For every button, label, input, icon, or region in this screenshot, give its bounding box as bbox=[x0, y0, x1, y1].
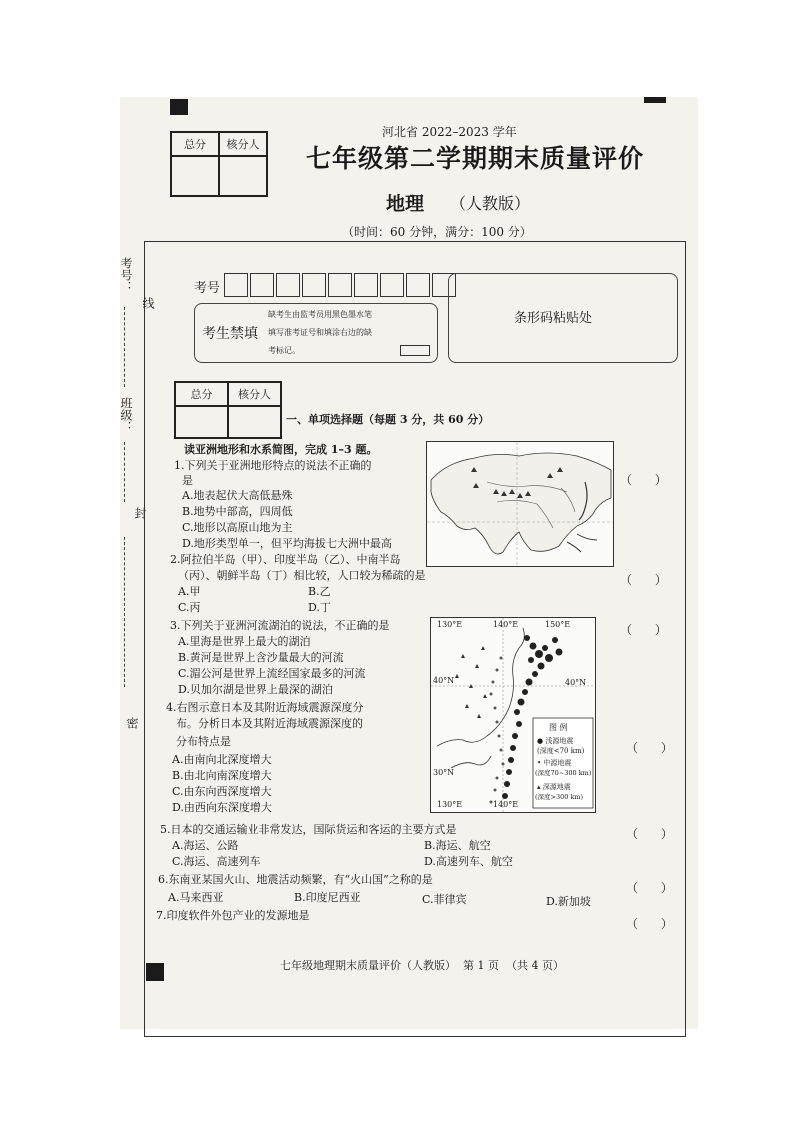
score-table-top bbox=[170, 131, 268, 197]
q3-answer-blank[interactable]: （ ） bbox=[620, 623, 667, 637]
japan-map-lat-40-right: 40°N bbox=[565, 678, 587, 687]
japan-map-lat-30: 30°N bbox=[433, 768, 455, 777]
q5-answer-blank[interactable]: （ ） bbox=[626, 827, 673, 841]
score-table-section-total-cell[interactable] bbox=[175, 406, 228, 438]
q4-stem-2: 布。分析日本及其附近海域震源深度的 bbox=[176, 717, 363, 730]
q3-option-b: B.黄河是世界上含沙量最大的河流 bbox=[178, 651, 344, 664]
score-table-section-checker-cell[interactable] bbox=[228, 406, 281, 438]
q5-option-d: D.高速列车、航空 bbox=[424, 855, 513, 868]
q2-stem-1: 2.阿拉伯半岛（甲）、印度半岛（乙）、中南半岛 bbox=[170, 553, 401, 566]
side-dashed-line-2 bbox=[124, 442, 125, 502]
q2-stem-2: （丙）、朝鲜半岛（丁）相比较，人口较为稀疏的是 bbox=[178, 569, 426, 582]
q4-option-b: B.由北向南深度增大 bbox=[172, 769, 272, 782]
barcode-label: 条形码粘贴处 bbox=[514, 311, 593, 326]
q4-stem-1: 4.右图示意日本及其附近海域震源深度分 bbox=[166, 701, 364, 714]
japan-earthquake-map bbox=[430, 617, 596, 813]
region-year: 河北省 2022–2023 学年 bbox=[382, 125, 517, 139]
absent-note-1: 缺考生由监考员用黑色墨水笔 bbox=[268, 310, 372, 319]
page-footer: 七年级地理期末质量评价（人教版） 第 1 页 （共 4 页） bbox=[280, 959, 564, 972]
page-title: 七年级第二学期期末质量评价 bbox=[306, 144, 645, 173]
side-label-feng: 封 bbox=[133, 507, 147, 519]
absent-label: 考生禁填 bbox=[202, 326, 258, 342]
q6-option-a: A.马来西亚 bbox=[168, 891, 224, 904]
side-label-ban: 班级： bbox=[119, 397, 133, 433]
q4-answer-blank[interactable]: （ ） bbox=[626, 741, 673, 755]
exam-number-boxes[interactable] bbox=[224, 273, 456, 297]
asia-terrain-map bbox=[426, 441, 614, 567]
legend-deep-1: ▴ 深源地震 bbox=[537, 783, 571, 791]
q2-option-a: A.甲 bbox=[178, 585, 201, 598]
legend-mid-2: (深度70~300 km) bbox=[535, 769, 592, 777]
japan-map-lon-130: 130°E bbox=[437, 620, 463, 629]
registration-mark-top-left bbox=[170, 99, 188, 115]
q1-answer-blank[interactable]: （ ） bbox=[620, 473, 667, 487]
q1-option-c: C.地形以高原山地为主 bbox=[182, 521, 293, 534]
legend-deep-2: (深度>300 km) bbox=[535, 793, 584, 801]
q1-option-a: A.地表起伏大高低悬殊 bbox=[182, 489, 293, 502]
japan-map-lon-150: 150°E bbox=[545, 620, 571, 629]
absent-mark-box[interactable] bbox=[400, 345, 430, 356]
q1-stem-1: 1.下列关于亚洲地形特点的说法不正确的 bbox=[174, 459, 372, 472]
side-dashed-line-3 bbox=[124, 537, 125, 687]
q6-option-d: D.新加坡 bbox=[546, 895, 591, 908]
q1-stem-2: 是 bbox=[182, 474, 193, 487]
q4-stem-3: 分布特点是 bbox=[176, 735, 231, 748]
q5-stem: 5.日本的交通运输业非常发达，国际货运和客运的主要方式是 bbox=[160, 823, 457, 836]
absent-note-2: 填写准考证号和填涂右边的缺 bbox=[268, 328, 372, 337]
exam-paper bbox=[120, 97, 698, 1029]
score-table-section bbox=[174, 381, 282, 439]
score-table-top-checker-cell[interactable] bbox=[219, 156, 267, 196]
score-table-top-total: 总分 bbox=[171, 132, 219, 156]
score-table-section-checker: 核分人 bbox=[228, 382, 281, 406]
q5-option-a: A.海运、公路 bbox=[172, 839, 239, 852]
score-table-top-checker: 核分人 bbox=[219, 132, 267, 156]
asia-map-drawing bbox=[427, 442, 613, 566]
legend-shallow-2: (深度<70 km) bbox=[537, 747, 585, 755]
japan-map-lon-130-bottom: 130°E bbox=[437, 800, 463, 809]
q2-option-b: B.乙 bbox=[308, 585, 331, 598]
q6-option-c: C.菲律宾 bbox=[422, 893, 467, 906]
q4-option-a: A.由南向北深度增大 bbox=[172, 753, 272, 766]
side-label-mi: 密 bbox=[125, 717, 139, 729]
side-dashed-line-1 bbox=[124, 307, 125, 387]
q5-option-b: B.海运、航空 bbox=[424, 839, 491, 852]
q4-option-c: C.由东向西深度增大 bbox=[172, 785, 272, 798]
registration-mark-top-right bbox=[644, 97, 666, 103]
japan-map-lon-140: 140°E bbox=[493, 620, 519, 629]
legend-title: 图 例 bbox=[549, 723, 568, 732]
q6-option-b: B.印度尼西亚 bbox=[294, 891, 361, 904]
intro-text: 读亚洲地形和水系简图，完成 1–3 题。 bbox=[184, 443, 378, 456]
q2-option-d: D.丁 bbox=[308, 601, 331, 614]
absent-note-3: 考标记。 bbox=[268, 346, 300, 355]
time-score: （时间：60 分钟，满分：100 分） bbox=[342, 225, 532, 239]
edition: （人教版） bbox=[450, 194, 531, 213]
side-label-kaohao: 考号： bbox=[119, 257, 133, 293]
exam-number-label: 考号 bbox=[194, 281, 221, 296]
subject: 地理 bbox=[386, 193, 425, 215]
q4-option-d: D.由西向东深度增大 bbox=[172, 801, 272, 814]
q3-stem: 3.下列关于亚洲河流湖泊的说法，不正确的是 bbox=[170, 619, 390, 632]
japan-map-lat-40-left: 40°N bbox=[433, 676, 455, 685]
q6-answer-blank[interactable]: （ ） bbox=[626, 881, 673, 895]
q7-answer-blank[interactable]: （ ） bbox=[626, 917, 673, 931]
q2-option-c: C.丙 bbox=[178, 601, 201, 614]
q3-option-d: D.贝加尔湖是世界上最深的湖泊 bbox=[178, 683, 333, 696]
q1-option-b: B.地势中部高，四周低 bbox=[182, 505, 293, 518]
side-label-xian: 线 bbox=[141, 297, 155, 309]
q6-stem: 6.东南亚某国火山、地震活动频繁，有“火山国”之称的是 bbox=[158, 873, 433, 886]
q5-option-c: C.海运、高速列车 bbox=[172, 855, 261, 868]
score-table-section-total: 总分 bbox=[175, 382, 228, 406]
q1-option-d: D.地形类型单一，但平均海拔七大洲中最高 bbox=[182, 537, 392, 550]
q2-answer-blank[interactable]: （ ） bbox=[620, 573, 667, 587]
legend-shallow-1: ● 浅源地震 bbox=[537, 737, 574, 745]
q7-stem: 7.印度软件外包产业的发源地是 bbox=[156, 909, 310, 922]
q3-option-a: A.里海是世界上最大的湖泊 bbox=[178, 635, 311, 648]
japan-map-lon-140-bottom: 140°E bbox=[493, 800, 519, 809]
legend-mid-1: • 中源地震 bbox=[537, 759, 572, 767]
q3-option-c: C.湄公河是世界上流经国家最多的河流 bbox=[178, 667, 366, 680]
section1-title: 一、单项选择题（每题 3 分，共 60 分） bbox=[286, 413, 490, 426]
score-table-top-total-cell[interactable] bbox=[171, 156, 219, 196]
